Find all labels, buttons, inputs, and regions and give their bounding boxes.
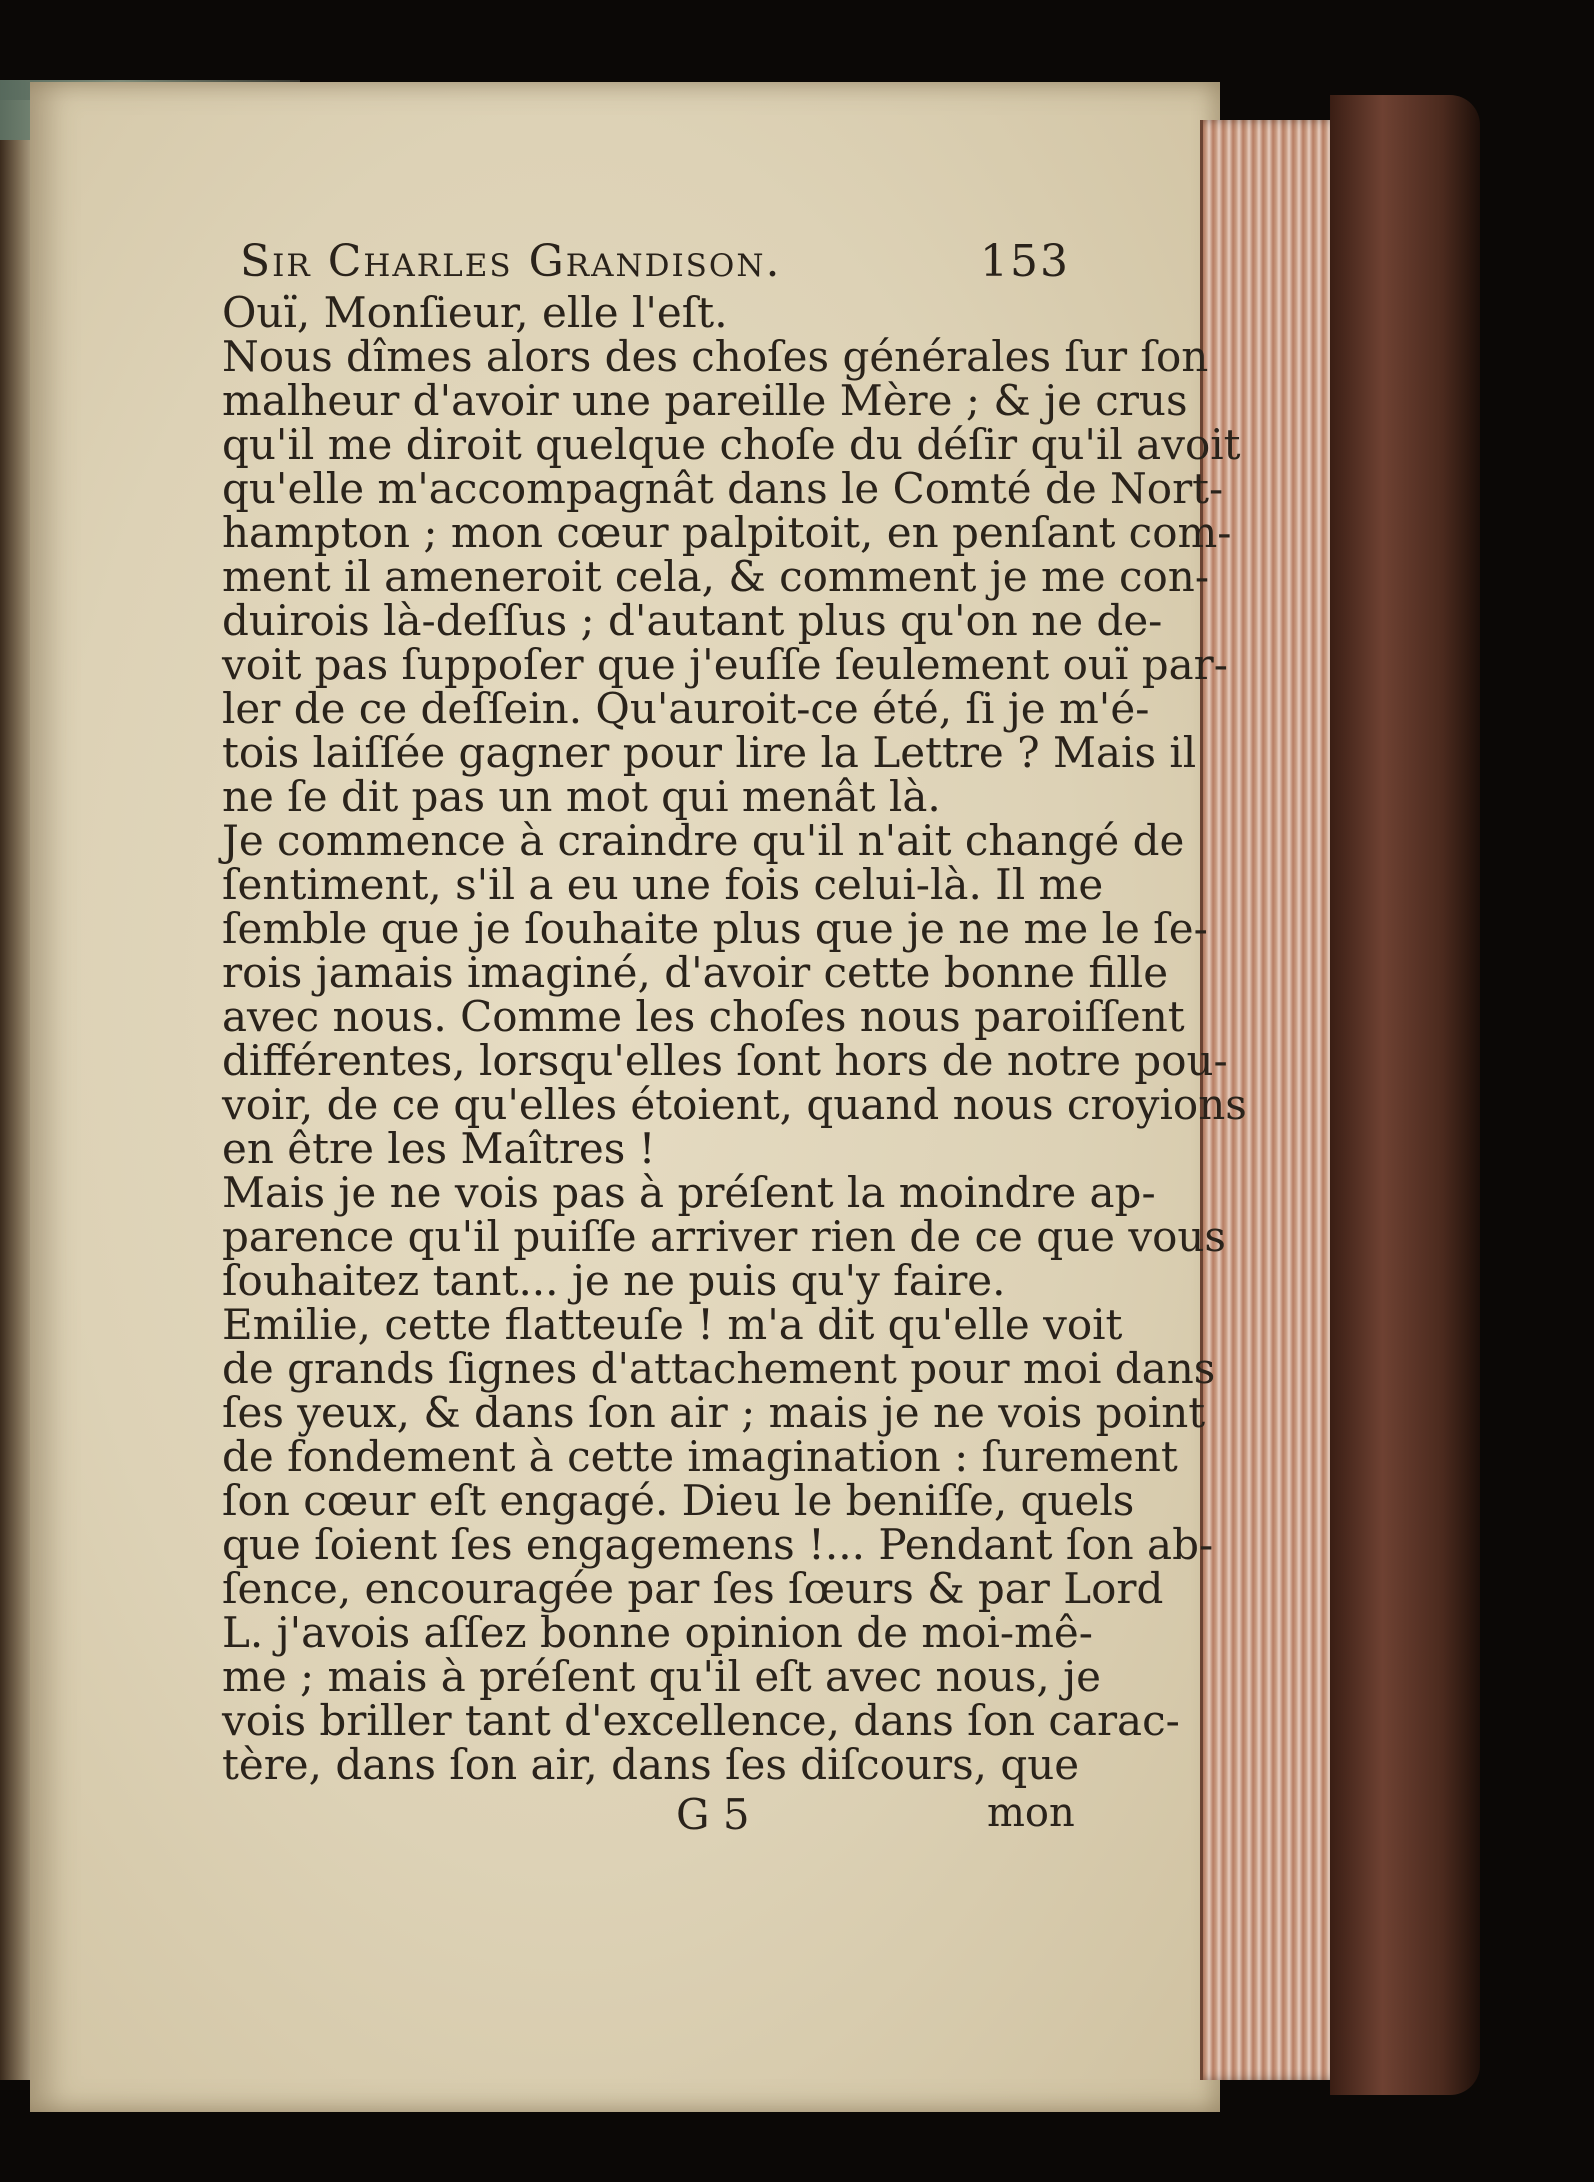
text-line: rois jamais imaginé, d'avoir cette bonne fille <box>222 948 1169 997</box>
signature-mark: G 5 <box>676 1790 750 1839</box>
text-line: tois laiſſée gagner pour lire la Lettre ? Mais il <box>222 728 1197 777</box>
running-head-title: Sir Charles Grandison. <box>240 236 782 287</box>
text-line: ment il ameneroit cela, & comment je me con- <box>222 552 1210 601</box>
text-line: malheur d'avoir une pareille Mère ; & je crus <box>222 376 1188 425</box>
text-line: différentes, lorsqu'elles ſont hors de notre pou- <box>222 1036 1228 1085</box>
text-line: ſon cœur eſt engagé. Dieu le beniſſe, quels <box>222 1476 1135 1525</box>
text-line: Nous dîmes alors des choſes générales ſur ſon <box>222 332 1209 381</box>
text-line: ne ſe dit pas un mot qui menât là. <box>222 772 941 821</box>
text-line: voit pas ſuppoſer que j'euſſe ſeulement ouï par- <box>222 640 1228 689</box>
text-line: parence qu'il puiſſe arriver rien de ce que vous <box>222 1212 1226 1261</box>
text-line: Ouï, Monſieur, elle l'eſt. <box>222 288 728 337</box>
text-line: ler de ce deſſein. Qu'auroit-ce été, ſi je m'é- <box>222 684 1150 733</box>
text-line: avec nous. Comme les choſes nous paroiſſent <box>222 992 1185 1041</box>
text-line: qu'il me diroit quelque choſe du déſir qu'il avoit <box>222 420 1241 469</box>
text-line: hampton ; mon cœur palpitoit, en penſant com- <box>222 508 1232 557</box>
text-line: voir, de ce qu'elles étoient, quand nous croyions <box>222 1080 1247 1129</box>
text-line: ſentiment, s'il a eu une fois celui-là. Il me <box>222 860 1104 909</box>
text-line: ſes yeux, & dans ſon air ; mais je ne vois point <box>222 1388 1206 1437</box>
text-line: Mais je ne vois pas à préſent la moindre ap- <box>222 1168 1156 1217</box>
text-line: me ; mais à préſent qu'il eſt avec nous, je <box>222 1652 1101 1701</box>
text-line: de fondement à cette imagination : ſurement <box>222 1432 1178 1481</box>
text-line: ſence, encouragée par ſes ſœurs & par Lord <box>222 1564 1164 1613</box>
text-line: tère, dans ſon air, dans ſes diſcours, que <box>222 1740 1080 1789</box>
text-line: de grands ſignes d'attachement pour moi dans <box>222 1344 1216 1393</box>
text-line: Je commence à craindre qu'il n'ait changé de <box>222 816 1185 865</box>
text-line: duirois là-deſſus ; d'autant plus qu'on ne de- <box>222 596 1163 645</box>
text-line: qu'elle m'accompagnât dans le Comté de Nort- <box>222 464 1224 513</box>
catchword: mon <box>987 1790 1075 1836</box>
page-number: 153 <box>980 236 1070 287</box>
text-line: vois briller tant d'excellence, dans ſon carac- <box>222 1696 1180 1745</box>
text-line: en être les Maîtres ! <box>222 1124 656 1173</box>
text-line: L. j'avois aſſez bonne opinion de moi-mê- <box>222 1608 1093 1657</box>
text-line: ſemble que je ſouhaite plus que je ne me le ſe- <box>222 904 1208 953</box>
text-line: Emilie, cette flatteuſe ! m'a dit qu'elle voit <box>222 1300 1123 1349</box>
text-line: ſouhaitez tant... je ne puis qu'y faire. <box>222 1256 1006 1305</box>
running-head <box>240 236 1070 287</box>
text-line: que ſoient ſes engagemens !... Pendant ſon ab- <box>222 1520 1214 1569</box>
